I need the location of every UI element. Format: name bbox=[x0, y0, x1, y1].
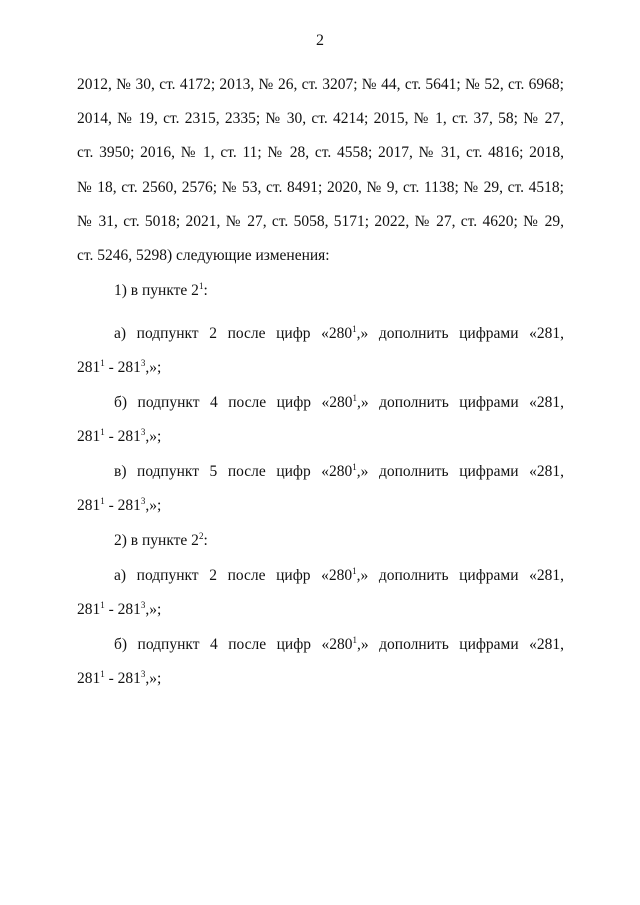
superscript: 1 bbox=[100, 496, 105, 506]
subitem-1a-line1 bbox=[114, 325, 564, 343]
superscript: 3 bbox=[140, 600, 146, 610]
item-1-heading bbox=[114, 282, 564, 300]
page-number: 2 bbox=[316, 32, 324, 49]
item-2-text: 2) в пункте 2 bbox=[114, 532, 199, 549]
superscript: 1 bbox=[352, 393, 358, 403]
subitem-text: - 281 bbox=[104, 497, 141, 514]
superscript: 1 bbox=[100, 427, 105, 437]
superscript: 3 bbox=[140, 427, 146, 437]
intro-line: ст. 5246, 5298) следующие изменения: bbox=[77, 247, 330, 264]
intro-line: 2012, № 30, ст. 4172; 2013, № 26, ст. 3207; № 44, ст. 5641; № 52, ст. 6968; bbox=[77, 76, 564, 93]
intro-line: 2014, № 19, ст. 2315, 2335; № 30, ст. 4214; 2015, № 1, ст. 37, 58; № 27, bbox=[77, 110, 564, 127]
subitem-2a-line1 bbox=[114, 567, 564, 585]
subitem-text: в) подпункт 5 после цифр «280 bbox=[114, 463, 353, 480]
subitem-2a-line2 bbox=[77, 601, 564, 619]
subitem-1b-line1 bbox=[114, 394, 564, 412]
superscript: 1 bbox=[198, 281, 204, 291]
subitem-2b-line2 bbox=[77, 670, 564, 688]
subitem-text: б) подпункт 4 после цифр «280 bbox=[114, 394, 353, 411]
subitem-text: - 281 bbox=[104, 428, 141, 445]
subitem-text: 281 bbox=[77, 670, 101, 687]
subitem-text: ,»; bbox=[145, 497, 162, 514]
item-2-tail: : bbox=[203, 532, 208, 549]
subitem-2b-line1 bbox=[114, 636, 564, 654]
subitem-text: ,» дополнить цифрами «281, bbox=[356, 567, 564, 584]
subitem-text: ,»; bbox=[145, 359, 162, 376]
subitem-text: ,» дополнить цифрами «281, bbox=[357, 394, 565, 411]
subitem-1c-line2 bbox=[77, 497, 564, 515]
subitem-text: ,»; bbox=[145, 670, 162, 687]
superscript: 1 bbox=[352, 566, 357, 576]
intro-line: № 31, ст. 5018; 2021, № 27, ст. 5058, 5171; 2022, № 27, ст. 4620; № 29, bbox=[77, 213, 564, 230]
superscript: 1 bbox=[352, 635, 358, 645]
subitem-text: - 281 bbox=[104, 359, 141, 376]
intro-line: № 18, ст. 2560, 2576; № 53, ст. 8491; 2020, № 9, ст. 1138; № 29, ст. 4518; bbox=[77, 179, 564, 196]
subitem-text: - 281 bbox=[104, 670, 141, 687]
subitem-text: ,»; bbox=[145, 601, 162, 618]
superscript: 2 bbox=[198, 531, 204, 541]
superscript: 1 bbox=[100, 600, 105, 610]
subitem-text: ,» дополнить цифрами «281, bbox=[356, 463, 565, 480]
subitem-text: - 281 bbox=[104, 601, 141, 618]
subitem-1b-line2 bbox=[77, 428, 564, 446]
subitem-text: ,»; bbox=[145, 428, 162, 445]
subitem-text: а) подпункт 2 после цифр «280 bbox=[114, 325, 353, 342]
subitem-text: 281 bbox=[77, 359, 101, 376]
subitem-text: а) подпункт 2 после цифр «280 bbox=[114, 567, 353, 584]
subitem-1c-line1 bbox=[114, 463, 564, 481]
subitem-text: 281 bbox=[77, 601, 101, 618]
superscript: 1 bbox=[100, 669, 105, 679]
subitem-text: ,» дополнить цифрами «281, bbox=[356, 325, 564, 342]
subitem-text: 281 bbox=[77, 497, 101, 514]
superscript: 1 bbox=[352, 462, 357, 472]
subitem-text: б) подпункт 4 после цифр «280 bbox=[114, 636, 353, 653]
subitem-text: ,» дополнить цифрами «281, bbox=[357, 636, 565, 653]
superscript: 3 bbox=[140, 669, 146, 679]
intro-line: ст. 3950; 2016, № 1, ст. 11; № 28, ст. 4558; 2017, № 31, ст. 4816; 2018, bbox=[77, 144, 564, 161]
subitem-1a-line2 bbox=[77, 359, 564, 377]
superscript: 3 bbox=[140, 496, 146, 506]
item-2-heading bbox=[114, 532, 564, 550]
superscript: 1 bbox=[352, 324, 357, 334]
superscript: 1 bbox=[100, 358, 105, 368]
subitem-text: 281 bbox=[77, 428, 101, 445]
superscript: 3 bbox=[140, 358, 146, 368]
item-1-tail: : bbox=[203, 282, 208, 299]
item-1-text: 1) в пункте 2 bbox=[114, 282, 199, 299]
